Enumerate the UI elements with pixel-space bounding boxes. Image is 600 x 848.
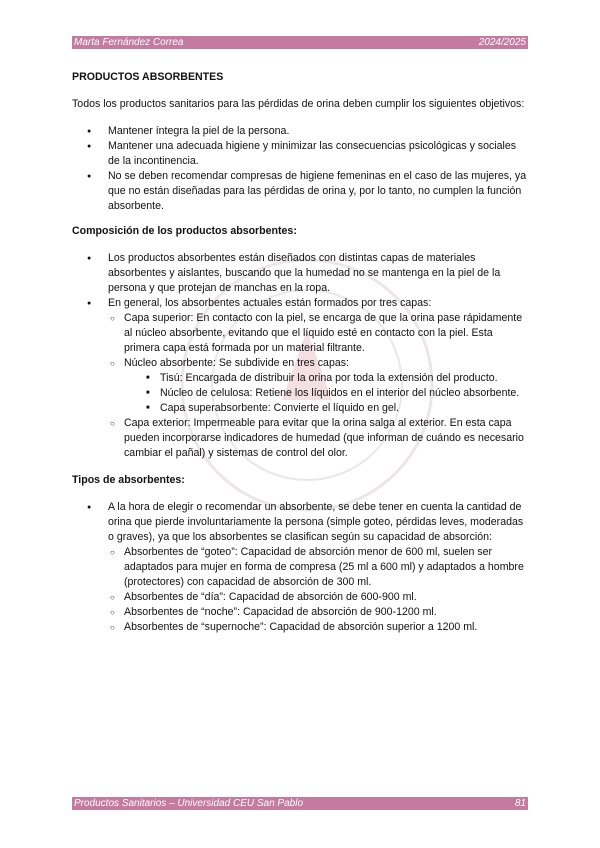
page-header (72, 36, 528, 49)
page-number: 81 (514, 798, 526, 809)
nucleo-label: Núcleo absorbente: Se subdivide en tres capas: (124, 357, 349, 369)
types-heading: Tipos de absorbentes: (72, 474, 185, 486)
list-item (72, 296, 528, 461)
list-item: ■ Núcleo de celulosa: Retiene los líquidos en el interior del núcleo absorbente. (142, 386, 528, 401)
intro-paragraph: Todos los productos sanitarios para las pérdidas de orina deben cumplir los siguientes objetivos: (72, 98, 525, 110)
list-item (72, 500, 528, 635)
composition-list (72, 251, 528, 461)
list-item: ● Mantener una adecuada higiene y minimizar las consecuencias psicológicas y sociales de la incontinencia. (72, 139, 528, 169)
types-intro: A la hora de elegir o recomendar un absorbente, se debe tener en cuenta la cantidad de orina que pierde involuntariamente la persona (simple goteo, pérdidas leves, moderadas o graves), ya que los absorbentes se clasifican según su capacidad de absorción: (108, 501, 524, 543)
list-item: ● Mantener íntegra la piel de la persona. (72, 124, 528, 139)
list-item: ● Los productos absorbentes están diseñados con distintas capas de materiales absorbentes y aislantes, buscando que la humedad no se mantenga en la piel de la persona y que protejan de manchas en la ropa. (72, 251, 528, 296)
list-item: ○ Absorbentes de “día”: Capacidad de absorción de 600-900 ml. (108, 590, 528, 605)
list-item (108, 356, 528, 416)
page-footer (72, 797, 528, 810)
composition-heading: Composición de los productos absorbentes: (72, 225, 297, 237)
composition-layers-intro: En general, los absorbentes actuales están formados por tres capas: (108, 297, 432, 309)
page-content (72, 70, 528, 635)
list-item: ■ Tisú: Encargada de distribuir la orina por toda la extensión del producto. (142, 371, 528, 386)
absorbent-types-list (108, 545, 528, 635)
types-list (72, 500, 528, 635)
list-item: ○ Capa exterior: Impermeable para evitar que la orina salga al exterior. En esta capa pueden incorporarse indicadores de humedad (que informan de cuándo es necesario cambiar el pañal) y sistemas de control del olor. (108, 416, 528, 461)
list-item: ○ Absorbentes de “goteo”: Capacidad de absorción menor de 600 ml, suelen ser adaptados para mujer en forma de compresa (25 ml a 600 ml) y adaptados a hombre (protectores) con capacidad de absorción de 300 ml. (108, 545, 528, 590)
list-item: ○ Absorbentes de “noche”: Capacidad de absorción de 900-1200 ml. (108, 605, 528, 620)
list-item: ■ Capa superabsorbente: Convierte el líquido en gel. (142, 401, 528, 416)
page-title: PRODUCTOS ABSORBENTES (72, 71, 224, 83)
footer-label: Productos Sanitarios – Universidad CEU San Pablo (74, 798, 304, 809)
nucleo-list (142, 371, 528, 416)
list-item: ● No se deben recomendar compresas de higiene femeninas en el caso de las mujeres, ya que no están diseñadas para las pérdidas de orina y, por lo tanto, no cumplen la función absorbente. (72, 169, 528, 214)
header-year: 2024/2025 (478, 37, 526, 48)
objectives-list (72, 124, 528, 214)
layers-list (108, 311, 528, 461)
header-author: Marta Fernández Correa (74, 37, 184, 48)
list-item: ○ Capa superior: En contacto con la piel, se encarga de que la orina pase rápidamente al núcleo absorbente, evitando que el líquido esté en contacto con la piel. Esta primera capa está formada por un material filtrante. (108, 311, 528, 356)
list-item: ○ Absorbentes de “supernoche”: Capacidad de absorción superior a 1200 ml. (108, 620, 528, 635)
